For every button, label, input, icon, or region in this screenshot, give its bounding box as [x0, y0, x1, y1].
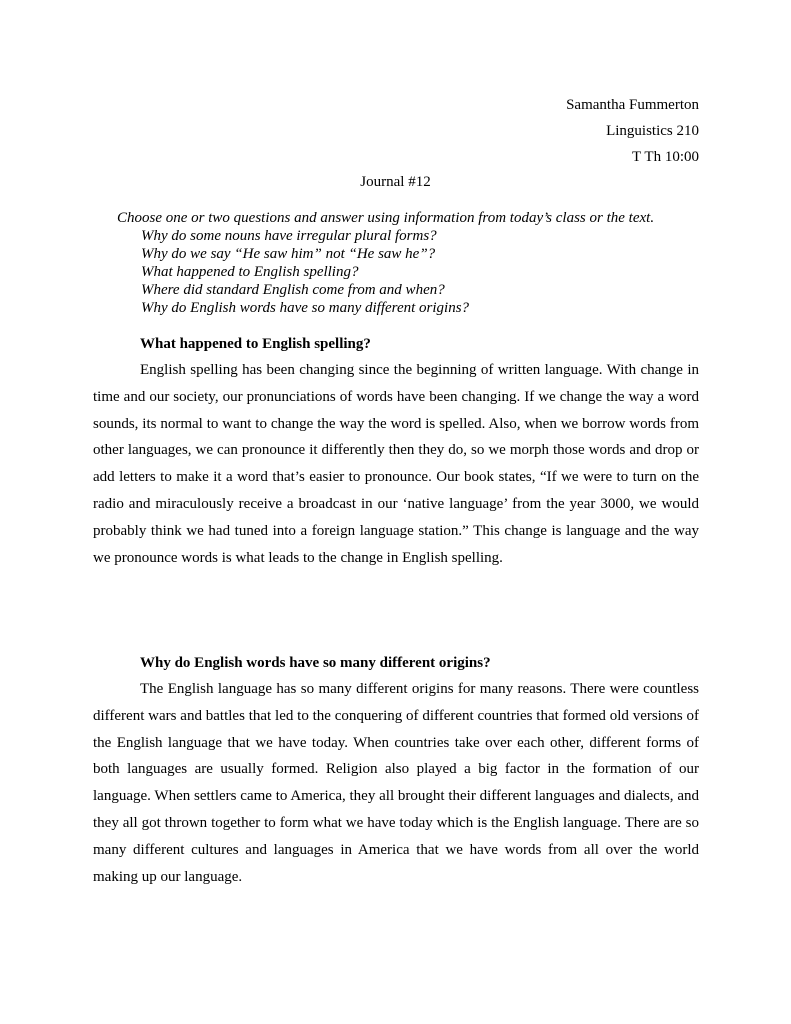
prompt-question: Where did standard English come from and when? — [141, 282, 445, 298]
section-body: English spelling has been changing since the beginning of written language. With change in time and our society, our pronunciations of words have been changing. If we change the way a word sounds, its normal to want to change the way the word is spelled. Also, when we borrow words from other languages, we can pronounce it differently then they do, so we morph those words and drop or add letters to make it a word that’s easier to pronounce. Our book states, “If we were to turn on the radio and miraculously receive a broadcast in our ‘native language’ from the year 3000, we would probably think we had tuned into a foreign language station.” This change is language and the way we pronounce words is what leads to the change in English spelling. — [93, 362, 699, 566]
section-heading: What happened to English spelling? — [140, 336, 371, 352]
prompt-question: Why do we say “He saw him” not “He saw he”? — [141, 246, 436, 262]
prompt-question: Why do English words have so many different origins? — [141, 300, 470, 316]
prompt-question: What happened to English spelling? — [141, 264, 359, 280]
author-header — [566, 92, 699, 170]
journal-title: Journal #12 — [360, 174, 431, 190]
prompt-block — [117, 209, 654, 317]
answer-section-spelling — [93, 331, 699, 571]
course-name: Linguistics 210 — [606, 123, 699, 139]
section-heading: Why do English words have so many different origins? — [140, 655, 491, 671]
section-body: The English language has so many different origins for many reasons. There were countless different wars and battles that led to the conquering of different countries that formed old versions of the English language that we have today. When countries take over each other, different forms of both languages are usually formed. Religion also played a big factor in the formation of our language. When settlers came to America, they all brought their different languages and dialects, and they all got thrown together to form what we have today which is the English language. There are so many different cultures and languages in America that we have words from all over the world making up our language. — [93, 681, 699, 885]
answer-section-origins — [93, 650, 699, 890]
author-name: Samantha Fummerton — [566, 97, 699, 113]
prompt-intro: Choose one or two questions and answer using information from today’s class or the text. — [117, 210, 655, 226]
class-schedule: T Th 10:00 — [632, 149, 699, 165]
prompt-question: Why do some nouns have irregular plural forms? — [141, 228, 437, 244]
prompt-question-list — [117, 227, 654, 317]
